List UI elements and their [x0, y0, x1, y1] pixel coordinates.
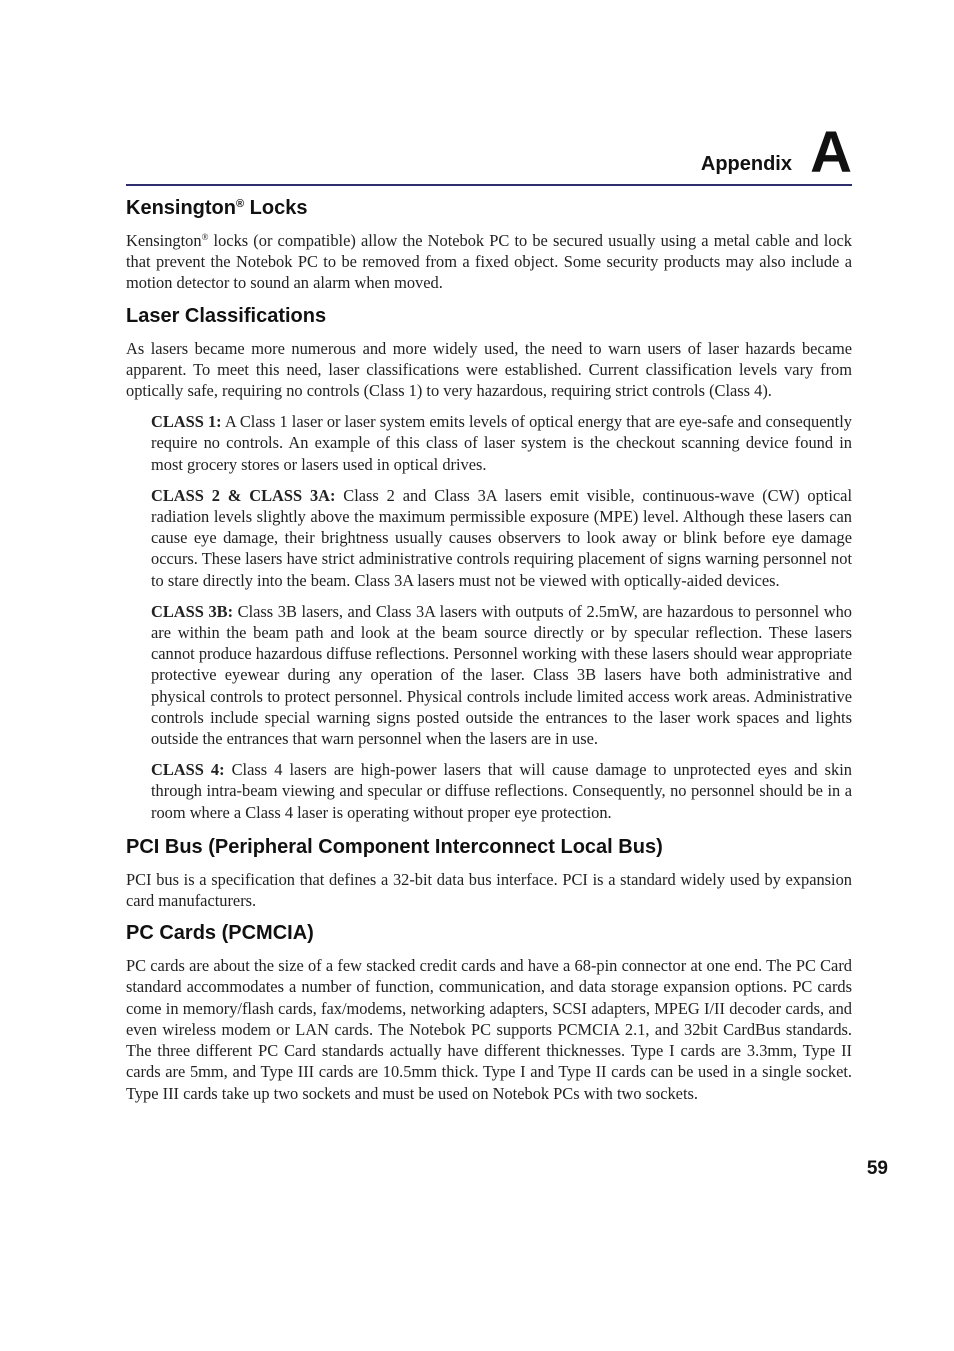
page-content: [126, 194, 865, 1112]
appendix-label: Appendix: [700, 153, 792, 175]
page-number: 59: [866, 1158, 888, 1179]
appendix-letter: A: [810, 120, 852, 185]
pci-paragraph: PCI bus is a specification that defines a 32-bit data bus interface. PCI is a standard widely used by expansion card manufacturers.: [126, 869, 852, 911]
appendix-header: [126, 118, 852, 186]
laser-intro-paragraph: As lasers became more numerous and more widely used, the need to warn users of laser hazards became apparent. To meet this need, laser classifications were established. Current classification levels vary from optically safe, requiring no controls (Class 1) to very hazardous, requiring strict controls (Class 4).: [126, 338, 852, 401]
laser-class-4: CLASS 4: Class 4 lasers are high-power lasers that will cause damage to unprotected eyes and skin through intra-beam viewing and specular or diffuse reflections. Consequently, no personnel should be in a room where a Class 4 laser is operating without proper eye protection.: [151, 760, 865, 822]
pcmcia-heading: PC Cards (PCMCIA): [126, 922, 314, 945]
pci-section: [126, 833, 852, 911]
laser-class-3b: CLASS 3B: Class 3B lasers, and Class 3A lasers with outputs of 2.5mW, are hazardous to personnel who are within the beam path and look at the beam source directly or by specular reflection. These lasers cannot produce hazardous diffuse reflections. Personnel working with these lasers should wear appropriate protective eyewear during any operation of the laser. Class 3B lasers have both administrative and physical controls to protect personnel. Physical controls include limited access work areas. Administrative controls include special warning signs posted outside the entrances to the laser work spaces and lights outside the entrances that warn personnel when the lasers are in use.: [151, 601, 852, 749]
pcmcia-paragraph: PC cards are about the size of a few stacked credit cards and have a 68-pin connector at one end. The PC Card standard accommodates a number of function, communication, and data storage expansion options. PC cards come in memory/flash cards, fax/modems, networking adapters, SCSI adapters, MPEG I/II decoder cards, and even wireless modem or LAN cards. The Notebok PC supports PCMCIA 2.1, and 32bit CardBus standards. The three different PC Card standards actually have different thicknesses. Type I cards are 3.3mm, Type II cards are 5mm, and Type III cards are 10.5mm thick. Type I and Type II cards can be used in a single socket. Type III cards take up two sockets and must be used on Notebok PCs with two sockets.: [126, 956, 852, 1103]
pci-heading: PCI Bus (Peripheral Component Interconnect Local Bus): [126, 835, 663, 858]
kensington-heading: Kensington® Locks: [126, 197, 308, 219]
kensington-section: [126, 194, 852, 294]
laser-class-1: CLASS 1: A Class 1 laser or laser system emits levels of optical energy that are eye-safe and consequently require no controls. An example of this class of laser system is the checkout scanning device found in most grocery stores or lasers used in optical drives.: [151, 412, 852, 474]
laser-heading: Laser Classifications: [126, 304, 327, 327]
laser-section: [126, 302, 865, 823]
laser-class-2-3a: CLASS 2 & CLASS 3A: Class 2 and Class 3A lasers emit visible, continuous-wave (CW) optical radiation levels slightly above the maximum permissible exposure (MPE) level. Although these lasers can cause eye damage, their brightness usually causes observers to look away or blink before eye damage occurs. These lasers have strict administrative controls requiring placement of signs warning personnel not to stare directly into the beam. Class 3A lasers must not be viewed with optically-aided devices.: [151, 485, 853, 590]
pcmcia-section: [126, 919, 852, 1103]
kensington-paragraph: Kensington® locks (or compatible) allow the Notebok PC to be secured usually using a metal cable and lock that prevent the Notebok PC to be removed from a fixed object. Some security products may also include a motion detector to sound an alarm when moved.: [126, 231, 852, 293]
